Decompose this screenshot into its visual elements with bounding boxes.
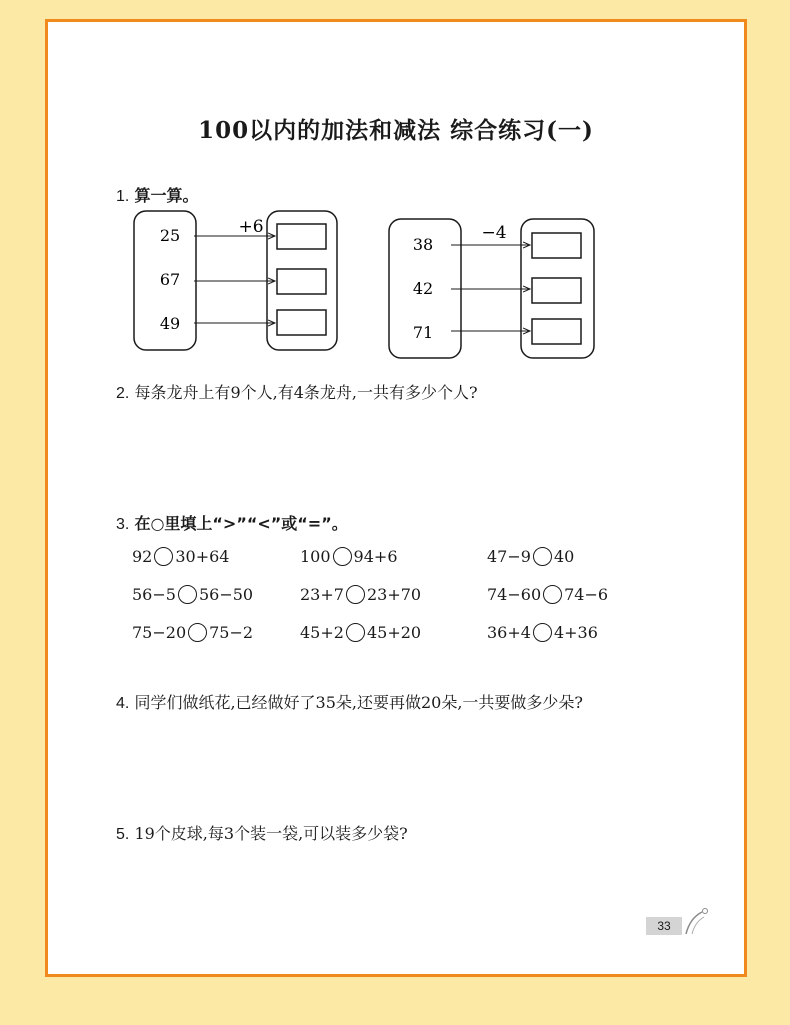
- compare-circle[interactable]: [346, 623, 365, 642]
- input-value: 67: [159, 270, 181, 289]
- question-3: [116, 511, 348, 534]
- compare-circle[interactable]: [346, 585, 365, 604]
- page-ornament-icon: [682, 906, 712, 936]
- compare-item: [487, 585, 608, 604]
- answer-box[interactable]: [532, 319, 581, 344]
- operator-label: +6: [238, 217, 264, 237]
- compare-left: 36+4: [487, 623, 531, 642]
- compare-left: 47−9: [487, 547, 531, 566]
- compare-item: [132, 623, 253, 642]
- input-value: 71: [412, 323, 434, 342]
- question-4: [116, 690, 583, 713]
- compare-right: 74−6: [564, 585, 609, 604]
- question-4-number: 4.: [116, 695, 130, 712]
- question-5-text: 19个皮球,每3个装一袋,可以装多少袋?: [134, 824, 408, 843]
- answer-box[interactable]: [532, 233, 581, 258]
- compare-left: 92: [132, 547, 153, 566]
- input-value: 38: [412, 235, 434, 254]
- compare-circle[interactable]: [188, 623, 207, 642]
- compare-right: 75−2: [209, 623, 254, 642]
- compare-item: [300, 585, 421, 604]
- compare-left: 74−60: [487, 585, 542, 604]
- compare-item: [487, 547, 574, 566]
- question-2-number: 2.: [116, 385, 130, 402]
- question-3-text: 在○里填上“>”“<”或“=”。: [134, 514, 348, 533]
- compare-circle[interactable]: [543, 585, 562, 604]
- compare-right: 45+20: [366, 623, 422, 642]
- compare-left: 45+2: [300, 623, 344, 642]
- question-1-text: 算一算。: [134, 186, 199, 205]
- compare-circle[interactable]: [333, 547, 352, 566]
- question-1-number: 1.: [116, 188, 130, 205]
- compare-right: 40: [553, 547, 575, 566]
- input-value: 49: [159, 314, 181, 333]
- compare-right: 4+36: [553, 623, 598, 642]
- answer-box[interactable]: [277, 224, 326, 249]
- compare-left: 23+7: [300, 585, 344, 604]
- compare-right: 94+6: [353, 547, 398, 566]
- answer-box[interactable]: [532, 278, 581, 303]
- question-3-number: 3.: [116, 516, 130, 533]
- question-1: [116, 183, 198, 206]
- question-4-text: 同学们做纸花,已经做好了35朵,还要再做20朵,一共要做多少朵?: [134, 693, 583, 712]
- compare-circle[interactable]: [178, 585, 197, 604]
- question-5-number: 5.: [116, 826, 130, 843]
- input-value: 25: [159, 226, 181, 245]
- compare-circle[interactable]: [533, 547, 552, 566]
- compare-item: [487, 623, 598, 642]
- answer-box[interactable]: [277, 269, 326, 294]
- calc-group-2: [389, 219, 594, 358]
- compare-right: 30+64: [175, 547, 230, 566]
- calc-group-1: [134, 211, 337, 350]
- question-5: [116, 821, 408, 844]
- compare-item: [300, 547, 398, 566]
- answer-box[interactable]: [277, 310, 326, 335]
- compare-item: [300, 623, 421, 642]
- compare-circle[interactable]: [154, 547, 173, 566]
- compare-circle[interactable]: [533, 623, 552, 642]
- page-number: 33: [646, 917, 682, 935]
- input-value: 42: [412, 279, 434, 298]
- calc-diagram: [48, 208, 744, 368]
- operator-label: −4: [481, 223, 507, 243]
- compare-item: [132, 585, 253, 604]
- worksheet-page: [45, 19, 747, 977]
- compare-left: 100: [300, 547, 331, 566]
- compare-left: 75−20: [132, 623, 187, 642]
- compare-left: 56−5: [132, 585, 176, 604]
- compare-right: 56−50: [198, 585, 254, 604]
- page-title: 100以内的加法和减法 综合练习(一): [198, 117, 594, 144]
- compare-right: 23+70: [366, 585, 422, 604]
- question-2: [116, 380, 478, 403]
- question-2-text: 每条龙舟上有9个人,有4条龙舟,一共有多少个人?: [134, 383, 478, 402]
- compare-item: [132, 547, 229, 566]
